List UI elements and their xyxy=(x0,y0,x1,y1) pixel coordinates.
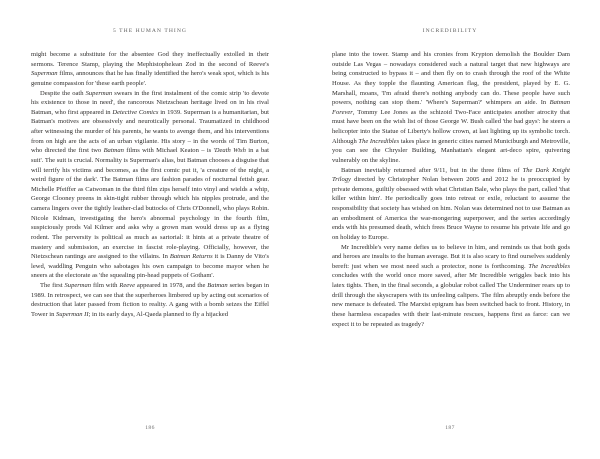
paragraph: Batman inevitably returned after 9/11, but in the three films of The Dark Knight Trilogy directed by Christopher Nolan between 2005 and 2012 he is preoccupied by private demons, guiltily obsessed with what Christian Bale, who plays the part, called 'that killer within him'. He periodically goes into retreat or exile, reluctant to assume the responsibility that society has wished on him. Nolan was determined not to use Batman as an embodiment of America the war-mongering superpower, and the series accordingly ends with his presumed death, which frees Bruce Wayne to resume his private life and go on holiday to Europe. xyxy=(332,166,570,241)
running-head-left: 5 THE HUMAN THING xyxy=(112,28,188,34)
page-number-left: 186 xyxy=(145,425,155,431)
running-head-right: INCREDIBILITY xyxy=(422,28,478,34)
paragraph: Despite the oath Superman swears in the first instalment of the comic strip 'to devote his existence to those in need', the rancorous Nietzschean heritage lived on in his rival Batman, who first appeared in Detective Comics in 1939. Superman is a humanitarian, but Batman's motives are obsessively and neurotically personal. Traumatized in childhood after witnessing the murder of his parents, he wants to avenge them, and his interventions from on high are the acts of an urban vigilante. His story – in the words of Tim Burton, who directed the first two Batman films with Michael Keaton – is 'Death Wish in a bat suit'. The suit is crucial. Normality is Superman's alias, but Batman chooses a disguise that will terrify his victims and becomes, as the first comic put it, 'a creature of the night, a weird figure of the dark'. The Batman films are fashion parades of nocturnal fetish gear. Michelle Pfeiffer as Catwoman in the third film zips herself into vinyl and wields a whip, George Clooney preens in skin-tight rubber through which his nipples protrude, and the camera lingers over the tightly leather-clad buttocks of Chris O'Donnell, who plays Robin. Nicole Kidman, investigating the hero's abnormal psychology in the fourth film, suspiciously prods Val Kilmer and asks why a grown man would dress up as a flying rodent. The perversity is political as much as sartorial: it hints at a private theatre of mastery and submission, an exercise in fascist role-playing. Officially, however, the Nietzschean rantings are assigned to the villains. In Batman Returns it is Danny de Vito's lewd, waddling Penguin who sabotages his own campaign to become mayor when he sneers at the electorate as 'the squealing pin-head puppets of Gotham'. xyxy=(31,89,270,280)
text-block-right xyxy=(332,50,570,329)
paragraph: plane into the tower. Stamp and his cronies from Krypton demolish the Boulder Dam outside Las Vegas – nowadays considered such a natural target that new highways are being constructed to bypass it – and then fly on to crash through the roof of the White House. As they topple the flaunting American flag, the president, played by E. G. Marshall, moans, 'I'm afraid there's nothing anybody can do. These people have such powers, nothing can stop them.' 'Where's Superman?' whimpers an aide. In Batman Forever, Tommy Lee Jones as the schizoid Two-Face anticipates another atrocity that must have been on the wish list of those George W. Bush called 'the bad guys': he steers a helicopter into the Statue of Liberty's hollow crown, at last lighting up its symbolic torch. Although The Incredibles takes place in generic cities named Municiburgh and Metroville, you can see the Chrysler Building, Manhattan's elegant art-deco spire, quivering vulnerably on the skyline. xyxy=(332,51,570,164)
page-right xyxy=(300,0,600,459)
paragraph: might become a substitute for the absentee God they ineffectually extolled in their sermons. Terence Stamp, playing the Mephistophelean Zod in the second of Reeve's Superman films, announces that he has finally identified the hero's weak spot, which is his genuine compassion for 'these earth people'. xyxy=(31,51,269,87)
paragraph: Mr Incredible's very name defies us to believe in him, and reminds us that both gods and heroes are insults to the human average. But it is also scary to find ourselves suddenly bereft: just when we most need such a protector, none is forthcoming. The Incredibles concludes with the world once more saved, after Mr Incredible wriggles back into his latex tights. Then, in the final seconds, a globular robot called The Underminer rears up to drill through the skyscrapers with its unfeeling calipers. The film abruptly ends before the new menace is defeated. The Marxist epigram has been switched back to front. History, in these harmless escapades with their last-minute rescues, happens first as farce: can we expect it to be repeated as tragedy? xyxy=(332,243,570,328)
text-block-left xyxy=(31,50,269,320)
paragraph: The first Superman film with Reeve appeared in 1978, and the Batman series began in 1989. In retrospect, we can see that the superheroes limbered up by acting out scenarios of destruction that later passed from fiction to reality. A gang with a bomb seizes the Eiffel Tower in Superman II; in its early days, Al-Qaeda planned to fly a hijacked xyxy=(31,282,270,318)
page-number-right: 187 xyxy=(445,425,455,431)
